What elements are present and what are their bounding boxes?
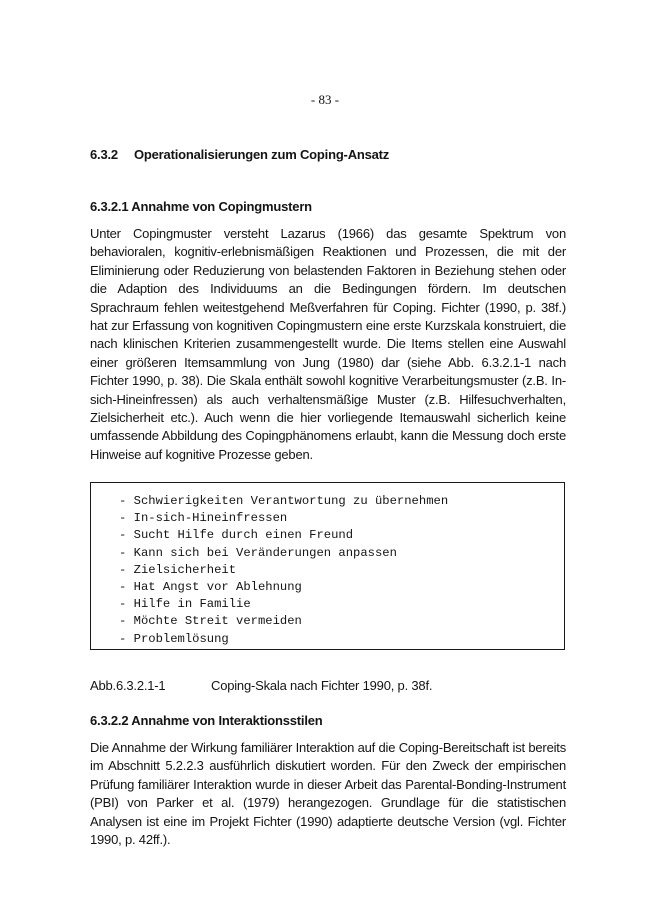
coping-item: - Zielsicherheit — [119, 562, 564, 579]
coping-scale-box — [90, 482, 565, 650]
coping-item: - Möchte Streit vermeiden — [119, 613, 564, 630]
coping-item: - Schwierigkeiten Verantwortung zu übernehmen — [119, 493, 564, 510]
coping-item: - In-sich-Hineinfressen — [119, 510, 564, 527]
caption-text: Coping-Skala nach Fichter 1990, p. 38f. — [211, 678, 433, 693]
caption-label: Abb.6.3.2.1-1 — [90, 678, 166, 693]
section-number: 6.3.2 — [90, 147, 118, 162]
coping-item: - Hilfe in Familie — [119, 596, 564, 613]
subsection-heading-2 — [90, 713, 323, 728]
coping-item-list — [91, 483, 564, 648]
coping-item: - Hat Angst vor Ablehnung — [119, 579, 564, 596]
section-title: Operationalisierungen zum Coping-Ansatz — [134, 147, 390, 162]
section-heading — [90, 147, 389, 162]
page-number: - 83 - — [310, 92, 340, 107]
figure-caption — [90, 678, 432, 693]
subsection-title-2: Annahme von Interaktionsstilen — [131, 713, 323, 728]
subsection-heading-1 — [90, 199, 312, 214]
body-paragraph-1: Unter Copingmuster versteht Lazarus (1966) das gesamte Spektrum von behavioralen, kognitiv-erlebnismäßigen Reaktionen und Prozessen, die mit der Eliminierung oder Reduzierung von belastenden Faktoren in Beziehung stehen oder die Adaption des Individuums an die Bedingungen fördern. Im deutschen Sprachraum fehlen weitestgehend Meßverfahren für Coping. Fichter (1990, p. 38f.) hat zur Erfassung von kognitiven Copingmustern eine erste Kurzskala konstruiert, die nach klinischen Kriterien zusammengestellt wurde. Die Items stellen eine Auswahl einer größeren Itemsammlung von Jung (1980) dar (siehe Abb. 6.3.2.1-1 nach Fichter 1990, p. 38). Die Skala enthält sowohl kognitive Verarbeitungsmuster (z.B. In-sich-Hineinfressen) als auch verhaltensmäßige Muster (z.B. Hilfesuchverhalten, Zielsicherheit etc.). Auch wenn die hier vorliegende Itemauswahl sicherlich keine umfassende Abbildung des Copingphänomens erlaubt, kann die Messung doch erste Hinweise auf kognitive Prozesse geben. — [90, 226, 566, 462]
coping-item: - Sucht Hilfe durch einen Freund — [119, 527, 564, 544]
body-paragraph-2: Die Annahme der Wirkung familiärer Interaktion auf die Coping-Bereitschaft ist bereits im Abschnitt 5.2.2.3 ausführlich diskutiert worden. Für den Zweck der empirischen Prüfung familiärer Interaktion wurde in dieser Arbeit das Parental-Bonding-Instrument (PBI) von Parker et al. (1979) herangezogen. Grundlage für die statistischen Analysen ist eine im Projekt Fichter (1990) adaptierte deutsche Version (vgl. Fichter 1990, p. 42ff.). — [90, 740, 566, 848]
subsection-title-1: Annahme von Copingmustern — [131, 199, 312, 214]
coping-item: - Problemlösung — [119, 631, 564, 648]
subsection-number-2: 6.3.2.2 — [90, 713, 129, 728]
coping-item: - Kann sich bei Veränderungen anpassen — [119, 545, 564, 562]
subsection-number-1: 6.3.2.1 — [90, 199, 129, 214]
